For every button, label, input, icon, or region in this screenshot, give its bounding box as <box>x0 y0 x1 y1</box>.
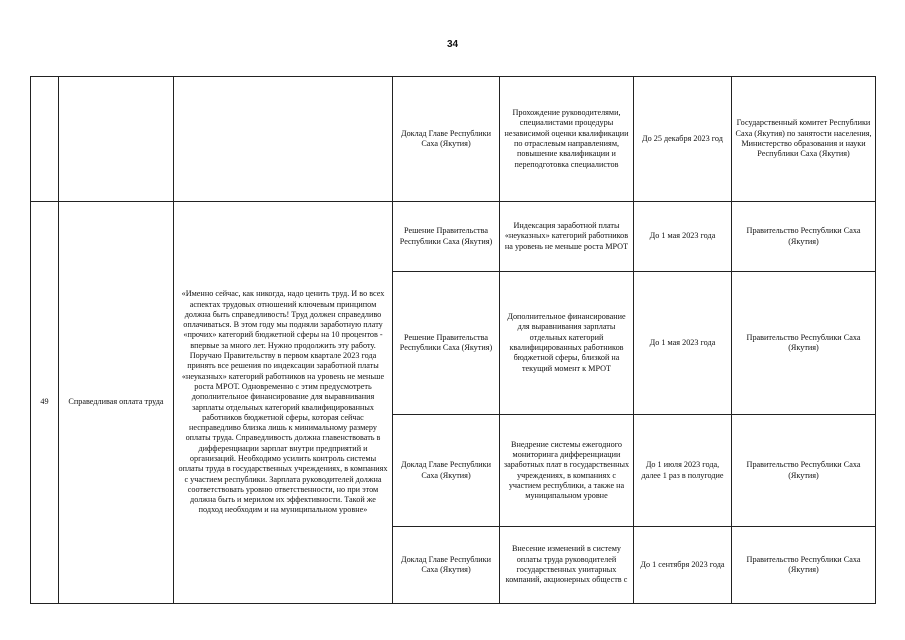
document-type-cell: Доклад Главе Республики Саха (Якутия) <box>393 77 500 202</box>
document-type-cell: Решение Правительства Республики Саха (Якутия) <box>393 272 500 415</box>
deadline-cell: До 25 декабря 2023 год <box>634 77 732 202</box>
responsible-cell: Правительство Республики Саха (Якутия) <box>732 415 876 527</box>
measure-cell: Прохождение руководителями, специалистами процедуры независимой оценки квалификации по отраслевым направлениям, повышение квалификации и переподготовка специалистов <box>500 77 634 202</box>
measure-cell: Дополнительное финансирование для выравнивания зарплаты отдельных категорий квалифицированных работников бюджетной сферы, близкой на текущий момент к МРОТ <box>500 272 634 415</box>
document-type-cell: Доклад Главе Республики Саха (Якутия) <box>393 415 500 527</box>
quote-cell: «Именно сейчас, как никогда, надо ценить труд. И во всех аспектах трудовых отношений ключевым принципом должна быть справедливость! Труд должен справедливо оплачиваться. В этом году мы подняли заработную плату «прочих» категорий бюджетной сферы на 10 процентов - впервые за много лет. Нужно продолжить эту работу. Поручаю Правительству в первом квартале 2023 года принять все решения по индексации заработной платы «неуказных» категорий работников на уровень не меньше роста МРОТ. Одновременно с этим предусмотреть дополнительное финансирование для выравнивания зарплаты отдельных категорий квалифицированных работников бюджетной сферы, которая сейчас несправедливо близка лишь к минимальному размеру оплаты труда. Справедливость должна главенствовать в дифференциации зарплат внутри предприятий и организаций. Необходимо усилить контроль системы оплаты труда в государственных учреждениях, в компаниях с участием республики. Зарплата руководителей должна соответствовать уровню ответственности, но при этом должна быть и мерилом их эффективности. Такой же подход необходим и на муниципальном уровне» <box>174 202 393 604</box>
quote-cell <box>174 77 393 202</box>
deadline-cell: До 1 мая 2023 года <box>634 202 732 272</box>
deadline-cell: До 1 сентября 2023 года <box>634 527 732 604</box>
row-number-cell: 49 <box>31 202 59 604</box>
deadline-cell: До 1 июля 2023 года, далее 1 раз в полугодие <box>634 415 732 527</box>
responsible-cell: Правительство Республики Саха (Якутия) <box>732 202 876 272</box>
table-row <box>31 77 876 202</box>
document-type-cell: Доклад Главе Республики Саха (Якутия) <box>393 527 500 604</box>
page-number: 34 <box>446 39 459 50</box>
measure-cell: Внедрение системы ежегодного мониторинга дифференциации заработных плат в государственных учреждениях, в компаниях с участием республики, а также на муниципальном уровне <box>500 415 634 527</box>
measure-cell: Индексация заработной платы «неуказных» категорий работников на уровень не меньше роста МРОТ <box>500 202 634 272</box>
measure-cell: Внесение изменений в систему оплаты труда руководителей государственных унитарных компаний, акционерных обществ с <box>500 527 634 604</box>
direction-cell: Справедливая оплата труда <box>59 202 174 604</box>
document-type-cell: Решение Правительства Республики Саха (Якутия) <box>393 202 500 272</box>
table-row <box>31 202 876 272</box>
plan-table <box>30 76 876 604</box>
direction-cell <box>59 77 174 202</box>
row-number-cell <box>31 77 59 202</box>
responsible-cell: Правительство Республики Саха (Якутия) <box>732 272 876 415</box>
responsible-cell: Правительство Республики Саха (Якутия) <box>732 527 876 604</box>
deadline-cell: До 1 мая 2023 года <box>634 272 732 415</box>
responsible-cell: Государственный комитет Республики Саха (Якутия) по занятости населения, Министерство образования и науки Республики Саха (Якутия) <box>732 77 876 202</box>
